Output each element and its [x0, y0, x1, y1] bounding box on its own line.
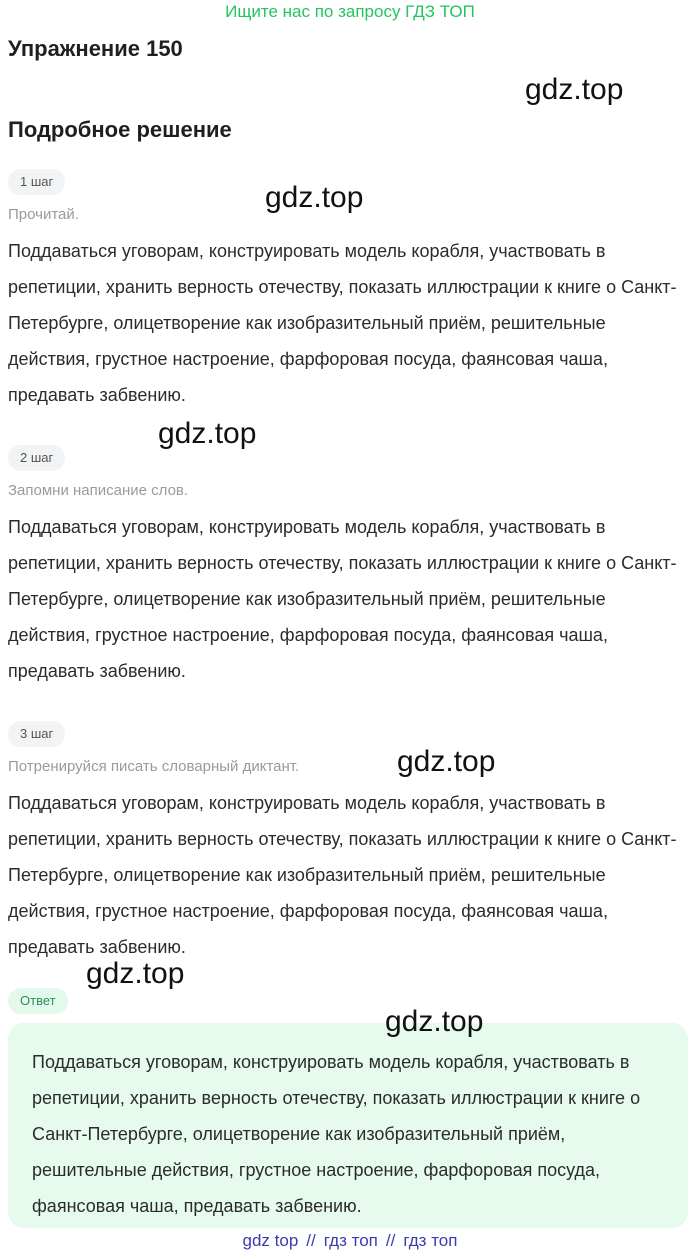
step-2-badge: 2 шаг — [8, 445, 65, 471]
watermark: gdz.top — [397, 745, 496, 778]
exercise-title: Упражнение 150 — [8, 36, 183, 61]
section-title: Подробное решение — [8, 117, 232, 142]
step-3-badge: 3 шаг — [8, 721, 65, 747]
step-1-note: Прочитай. — [8, 206, 79, 223]
step-2-text: Поддаваться уговорам, конструировать модель корабля, участвовать в репетиции, хранить верность отечеству, показать иллюстрации к книге о Санкт-Петербурге, олицетворение как изобразительный приём, решительные действия, грустное настроение, фарфоровая посуда, фаянсовая чаша, предавать забвению. — [8, 517, 677, 681]
watermark: gdz.top — [385, 1005, 484, 1038]
step-1-text: Поддаваться уговорам, конструировать модель корабля, участвовать в репетиции, хранить верность отечеству, показать иллюстрации к книге о Санкт-Петербурге, олицетворение как изобразительный приём, решительные действия, грустное настроение, фарфоровая посуда, фаянсовая чаша, предавать забвению. — [8, 241, 677, 405]
step-3-text: Поддаваться уговорам, конструировать модель корабля, участвовать в репетиции, хранить верность отечеству, показать иллюстрации к книге о Санкт-Петербурге, олицетворение как изобразительный приём, решительные действия, грустное настроение, фарфоровая посуда, фаянсовая чаша, предавать забвению. — [8, 793, 677, 957]
footer-link[interactable]: гдз топ — [403, 1231, 458, 1250]
footer-separator: // — [385, 1231, 396, 1250]
watermark: gdz.top — [525, 73, 624, 106]
footer-link[interactable]: гдз топ — [323, 1231, 378, 1250]
footer-links — [0, 1231, 700, 1251]
step-2-note: Запомни написание слов. — [8, 482, 189, 499]
watermark: gdz.top — [265, 181, 364, 214]
footer-link[interactable]: gdz top — [242, 1231, 299, 1250]
answer-badge: Ответ — [8, 988, 68, 1014]
step-3-note: Потренируйся писать словарный диктант. — [8, 758, 300, 775]
answer-text: Поддаваться уговорам, конструировать модель корабля, участвовать в репетиции, хранить верность отечеству, показать иллюстрации к книге о Санкт-Петербурге, олицетворение как изобразительный приём, решительные действия, грустное настроение, фарфоровая посуда, фаянсовая чаша, предавать забвению. — [32, 1052, 641, 1216]
step-1-badge: 1 шаг — [8, 169, 65, 195]
watermark: gdz.top — [158, 417, 257, 450]
footer-separator: // — [306, 1231, 316, 1250]
promo-banner: Ищите нас по запросу ГДЗ ТОП — [225, 2, 475, 21]
watermark: gdz.top — [86, 957, 185, 990]
answer-box — [8, 1023, 688, 1228]
